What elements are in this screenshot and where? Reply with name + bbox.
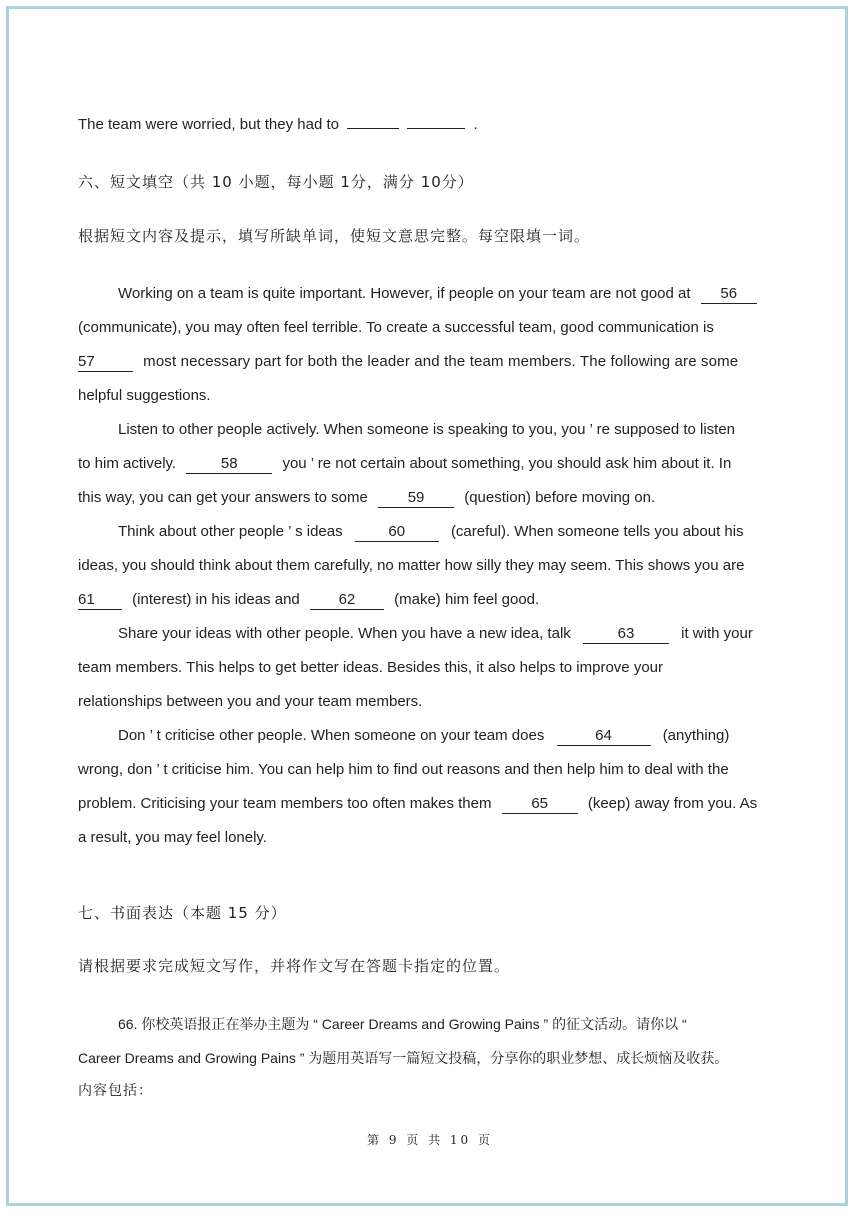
passage-line: a result, you may feel lonely.: [78, 829, 267, 846]
answer-blank: [347, 110, 399, 129]
blank-61: 61: [78, 591, 122, 610]
passage-line: [78, 352, 738, 372]
passage-text: (interest) in his ideas and: [132, 591, 300, 608]
passage-line: [118, 522, 744, 542]
passage-line: (communicate), you may often feel terrible. To create a successful team, good communication is: [78, 319, 714, 336]
blank-65: 65: [502, 795, 578, 814]
passage-text: (make) him feel good.: [394, 591, 540, 608]
passage-text: it with your: [681, 625, 753, 642]
passage-line: ideas, you should think about them carefully, no matter how silly they may seem. This shows you are: [78, 557, 745, 574]
blank-56: 56: [701, 285, 757, 304]
blank-62: 62: [310, 591, 384, 610]
passage-line: [78, 454, 731, 474]
passage-text: (keep) away from you. As: [587, 795, 758, 812]
blank-57: 57: [78, 353, 133, 372]
question-66-line: 内容包括：: [78, 1083, 153, 1099]
blank-64: 64: [557, 727, 651, 746]
page-number: 第 9 页 共 10 页: [367, 1133, 493, 1147]
blank-63: 63: [583, 625, 669, 644]
passage-text: (anything): [662, 727, 730, 744]
passage-text: (careful). When someone tells you about his: [450, 523, 744, 540]
section-7-instruction: 请根据要求完成短文写作，并将作文写在答题卡指定的位置。: [78, 957, 511, 975]
passage-line: Listen to other people actively. When someone is speaking to you, you ’ re supposed to listen: [118, 421, 736, 438]
passage-line: [78, 590, 539, 610]
question-66-line: Career Dreams and Growing Pains ” 为题用英语写一篇短文投稿，分享你的职业梦想、成长烦恼及收获。: [78, 1050, 729, 1066]
section-6-heading: 六、短文填空（共 10 小题，每小题 1分，满分 10分）: [78, 173, 474, 191]
passage-text: Working on a team is quite important. However, if people on your team are not good at: [118, 285, 691, 302]
passage-line: [78, 794, 757, 814]
blank-59: 59: [378, 489, 454, 508]
passage-line: relationships between you and your team members.: [78, 693, 423, 710]
question-66-line: 66. 你校英语报正在举办主题为 “ Career Dreams and Growing Pains ” 的征文活动。请你以 “: [118, 1016, 687, 1032]
period-text: .: [473, 116, 478, 133]
passage-text: this way, you can get your answers to some: [78, 489, 368, 506]
passage-line: wrong, don ’ t criticise him. You can help him to find out reasons and then help him to deal with the: [78, 761, 729, 778]
passage-line: team members. This helps to get better ideas. Besides this, it also helps to improve your: [78, 659, 663, 676]
blank-58: 58: [186, 455, 272, 474]
passage-text: Don ’ t criticise other people. When someone on your team does: [118, 727, 545, 744]
passage-line: helpful suggestions.: [78, 387, 211, 404]
blank-60: 60: [355, 523, 439, 542]
passage-text: Share your ideas with other people. When you have a new idea, talk: [118, 625, 571, 642]
answer-blank: [407, 110, 465, 129]
passage-line: [118, 284, 757, 304]
top-sentence-text: The team were worried, but they had to: [78, 116, 339, 133]
passage-text: problem. Criticising your team members too often makes them: [78, 795, 492, 812]
section-6-instruction: 根据短文内容及提示，填写所缺单词，使短文意思完整。每空限填一词。: [78, 227, 591, 245]
section-7-heading: 七、书面表达（本题 15 分）: [78, 904, 287, 922]
passage-line: [118, 624, 753, 644]
top-sentence: [78, 110, 478, 135]
passage-text: to him actively.: [78, 455, 177, 472]
passage-text: Think about other people ’ s ideas: [118, 523, 343, 540]
passage-line: [118, 726, 729, 746]
passage-line: [78, 488, 655, 508]
passage-text: you ’ re not certain about something, you should ask him about it. In: [282, 455, 732, 472]
passage-text: most necessary part for both the leader and the team members. The following are some: [143, 353, 739, 370]
passage-text: (question) before moving on.: [464, 489, 656, 506]
